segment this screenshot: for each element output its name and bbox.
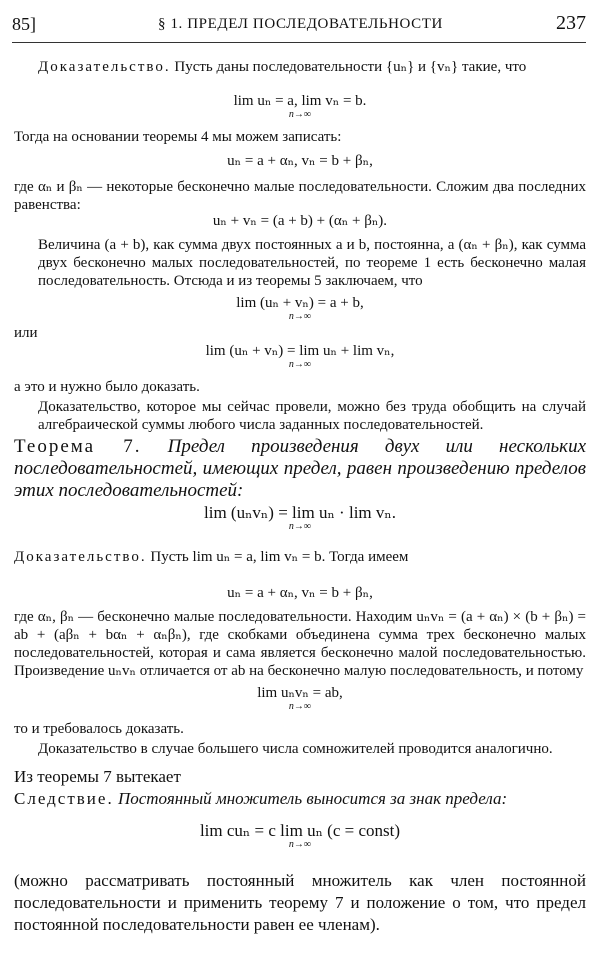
limit-subscript: n→∞ bbox=[288, 359, 312, 370]
paragraph: то и требовалось доказать. bbox=[14, 721, 184, 737]
equation-text: lim uₙvₙ = ab, bbox=[257, 685, 343, 701]
equation-text: lim (uₙ + vₙ) = lim uₙ + lim vₙ, bbox=[205, 343, 395, 359]
equation-decomposition: uₙ = a + αₙ, vₙ = b + βₙ, bbox=[227, 153, 373, 169]
paragraph: Доказательство, которое мы сейчас провели, можно без труда обобщить на случай алгебраической суммы любого числа заданных последовательностей. bbox=[38, 399, 586, 433]
theorem-label: Теорема 7. bbox=[14, 436, 142, 457]
equation-sum: uₙ + vₙ = (a + b) + (αₙ + βₙ). bbox=[212, 213, 388, 229]
equation-text: lim uₙ = a, lim vₙ = b. bbox=[233, 93, 367, 109]
proof-label: Доказательство. bbox=[14, 549, 147, 565]
paragraph: или bbox=[14, 325, 38, 341]
page-number: 237 bbox=[556, 12, 586, 34]
corollary bbox=[14, 788, 586, 810]
paragraph: Из теоремы 7 вытекает bbox=[14, 767, 181, 786]
paragraph: где αₙ и βₙ — некоторые бесконечно малые последовательности. Сложим два последних равенства: bbox=[14, 179, 586, 213]
equation-text: lim cuₙ = c lim uₙ (c = const) bbox=[199, 821, 401, 840]
running-title: § 1. ПРЕДЕЛ ПОСЛЕДОВАТЕЛЬНОСТИ bbox=[158, 16, 443, 32]
section-number: 85] bbox=[12, 14, 36, 34]
equation-constant-factor bbox=[0, 821, 600, 852]
corollary-label: Следствие. bbox=[14, 789, 114, 808]
paragraph: где αₙ, βₙ — бесконечно малые последовательности. Находим uₙvₙ = (a + αₙ) × (b + βₙ) = ab + (aβₙ + bαₙ + αₙβₙ), где скобками объединена сумма трех бесконечно малых последовательностей, которая и сама является бесконечно малой последовательностью. Произведение uₙvₙ отличается от ab на бесконечно малую последовательность, и потому bbox=[14, 609, 586, 679]
limit-subscript: n→∞ bbox=[288, 109, 312, 120]
proof-text: Пусть lim uₙ = a, lim vₙ = b. Тогда имеем bbox=[150, 549, 409, 565]
paragraph: Доказательство в случае большего числа сомножителей проводится аналогично. bbox=[38, 741, 553, 757]
equation-text: lim (uₙ + vₙ) = a + b, bbox=[236, 295, 364, 311]
running-header bbox=[0, 6, 600, 36]
proof-text: Пусть даны последовательности {uₙ} и {vₙ} такие, что bbox=[174, 59, 527, 75]
equation-product-result bbox=[0, 686, 600, 714]
limit-subscript: n→∞ bbox=[288, 839, 312, 850]
paragraph: Величина (a + b), как сумма двух постоянных a и b, постоянна, а (αₙ + βₙ), как сумма двух бесконечно малых последовательностей, по теореме 1 есть бесконечно малая последовательность. Отсюда и из теоремы 5 заключаем, что bbox=[38, 237, 586, 289]
equation-decomposition-2: uₙ = a + αₙ, vₙ = b + βₙ, bbox=[227, 585, 373, 601]
equation-limit-of-sum bbox=[0, 344, 600, 372]
proof-1-intro bbox=[38, 58, 586, 76]
equation-limits bbox=[0, 94, 600, 122]
proof-2-intro bbox=[14, 548, 586, 566]
equation-sum-limit bbox=[0, 296, 600, 324]
limit-subscript: n→∞ bbox=[288, 701, 312, 712]
header-rule bbox=[12, 42, 586, 43]
equation-product-limit bbox=[0, 503, 600, 534]
paragraph: а это и нужно было доказать. bbox=[14, 379, 200, 395]
proof-label: Доказательство. bbox=[38, 59, 171, 75]
limit-subscript: n→∞ bbox=[288, 311, 312, 322]
corollary-statement: Постоянный множитель выносится за знак предела: bbox=[117, 789, 508, 808]
equation-text: lim (uₙvₙ) = lim uₙ · lim vₙ. bbox=[204, 503, 396, 522]
paragraph: (можно рассматривать постоянный множитель как член постоянной последовательности и применить теорему 7 и положение о том, что предел постоянной последовательности равен ее членам). bbox=[14, 871, 586, 934]
theorem-7 bbox=[14, 436, 586, 502]
theorem-statement: Предел произведения двух или нескольких последовательностей, имеющих предел, равен произведению пределов этих последовательностей: bbox=[14, 436, 587, 501]
paragraph: Тогда на основании теоремы 4 мы можем записать: bbox=[14, 129, 342, 145]
limit-subscript: n→∞ bbox=[288, 521, 312, 532]
